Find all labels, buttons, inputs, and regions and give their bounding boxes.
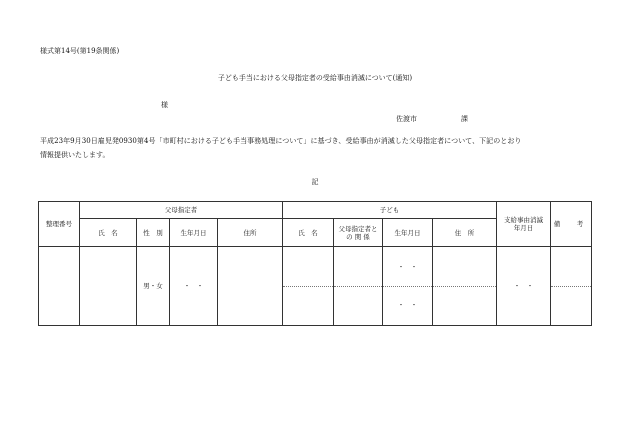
parent-birthdate-value: ・ ・ xyxy=(183,282,204,290)
ki-heading: 記 xyxy=(311,178,319,186)
header-parent-address: 住所 xyxy=(218,219,283,247)
document-title: 子ども手当における父母指定者の受給事由消滅について(通知) xyxy=(217,74,413,82)
body-text-line-1: 平成23年9月30日雇児発0930第4号「市町村における子ども手当事務処理について」に基づき、受給事由が消滅した父母指定者について、下記のとおり xyxy=(40,137,522,145)
header-child-name: 氏 名 xyxy=(283,219,334,247)
form-number-label: 様式第14号(第19条関係) xyxy=(40,47,120,55)
addressee-suffix: 様 xyxy=(161,101,168,109)
cell-registration-number xyxy=(39,247,80,326)
cell-child-name xyxy=(283,247,334,326)
cell-parent-birthdate xyxy=(170,247,218,326)
sender-city: 佐渡市 xyxy=(396,115,417,123)
header-remarks: 備 考 xyxy=(551,202,592,247)
header-parent-name: 氏 名 xyxy=(80,219,137,247)
header-parent-birthdate: 生年月日 xyxy=(170,219,218,247)
header-child-address: 住 所 xyxy=(433,219,497,247)
sender-department: 課 xyxy=(461,115,468,123)
header-child-relation: 父母指定者との 関 係 xyxy=(334,219,383,247)
header-reason-date: 支給事由消滅年月日 xyxy=(497,202,551,247)
body-text-line-2: 情報提供いたします。 xyxy=(40,151,110,159)
header-child-group: 子ども xyxy=(283,202,497,219)
divider-dotted xyxy=(433,286,496,287)
gender-value: 男・女 xyxy=(143,282,163,290)
cell-parent-name xyxy=(80,247,137,326)
divider-dotted xyxy=(383,286,432,287)
header-registration-number: 整理番号 xyxy=(39,202,80,247)
divider-dotted xyxy=(283,286,333,287)
cell-child-address xyxy=(433,247,497,326)
header-parent-gender: 性 別 xyxy=(137,219,170,247)
cell-remarks xyxy=(551,247,592,326)
header-child-birthdate: 生年月日 xyxy=(383,219,433,247)
reason-date-value: ・ ・ xyxy=(513,282,534,290)
cell-reason-date xyxy=(497,247,551,326)
divider-dotted xyxy=(551,286,591,287)
notification-table xyxy=(38,201,592,326)
child-birthdate-value-top: ・ ・ xyxy=(397,263,418,271)
child-birthdate-value-bottom: ・ ・ xyxy=(397,301,418,309)
cell-parent-address xyxy=(218,247,283,326)
cell-child-birthdate xyxy=(383,247,433,326)
cell-child-relation xyxy=(334,247,383,326)
header-parent-group: 父母指定者 xyxy=(80,202,283,219)
divider-dotted xyxy=(334,286,382,287)
cell-parent-gender xyxy=(137,247,170,326)
